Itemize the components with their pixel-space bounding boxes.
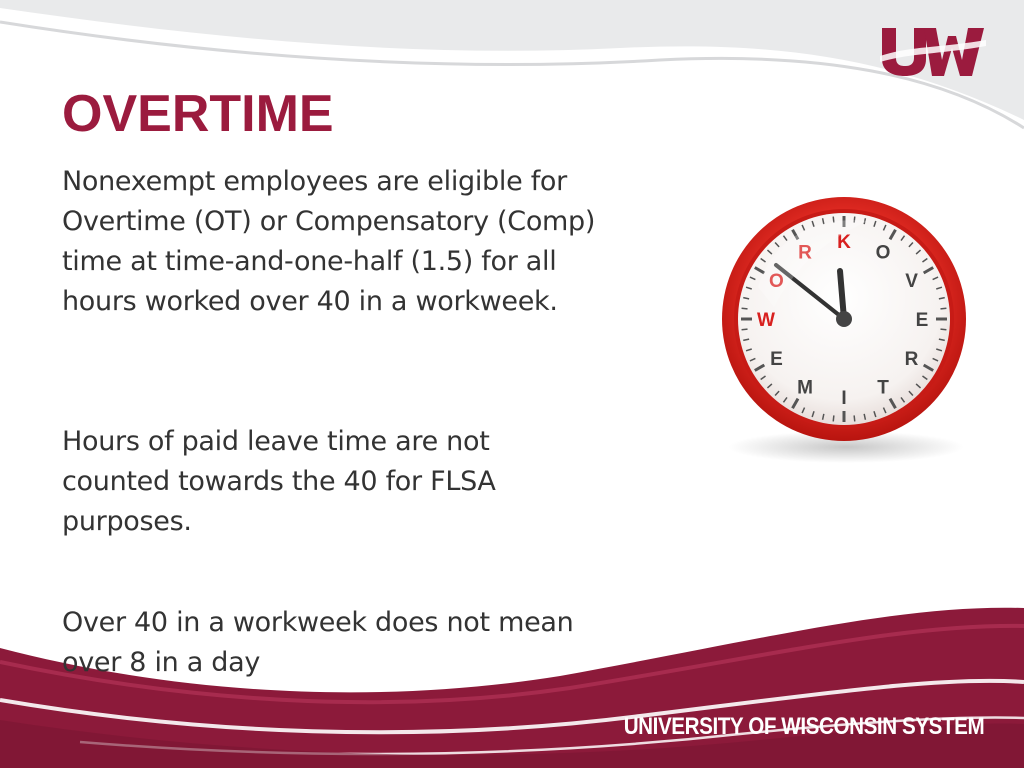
clock-center xyxy=(836,311,852,327)
paragraph-overtime-eligibility: Nonexempt employees are eligible for Overtime (OT) or Compensatory (Comp) time at time-and-one-half (1.5) for all hours worked over 40 in a workweek. xyxy=(62,166,596,317)
clock-letter: R xyxy=(904,349,919,370)
clock-letter: M xyxy=(797,377,813,399)
clock-letter: E xyxy=(915,310,929,331)
clock-letter: R xyxy=(798,242,812,264)
clock-tick xyxy=(854,415,855,421)
clock-tick xyxy=(940,329,946,330)
clock-letter: V xyxy=(905,271,918,292)
uw-logo-icon xyxy=(880,26,986,78)
clock-letter: W xyxy=(757,310,775,331)
paragraph-workweek-note: Over 40 in a workweek does not mean over 8 in a day xyxy=(62,607,574,678)
clock-letter: E xyxy=(770,349,783,370)
clock-tick xyxy=(940,308,946,309)
footer-university-name: UNIVERSITY OF WISCONSIN SYSTEM xyxy=(623,713,984,740)
clock-tick xyxy=(742,329,748,330)
paragraph-paid-leave: Hours of paid leave time are not counted towards the 40 for FLSA purposes. xyxy=(62,426,496,537)
clock-icon xyxy=(718,195,974,465)
slide-title: OVERTIME xyxy=(62,85,334,143)
clock-letter: I xyxy=(841,388,847,409)
clock-letter: O xyxy=(875,242,891,264)
clock-tick xyxy=(742,308,748,309)
clock-letter: K xyxy=(837,232,851,253)
clock-letter: T xyxy=(877,377,889,399)
clock-letter: O xyxy=(769,271,784,292)
clock-tick xyxy=(833,415,834,421)
